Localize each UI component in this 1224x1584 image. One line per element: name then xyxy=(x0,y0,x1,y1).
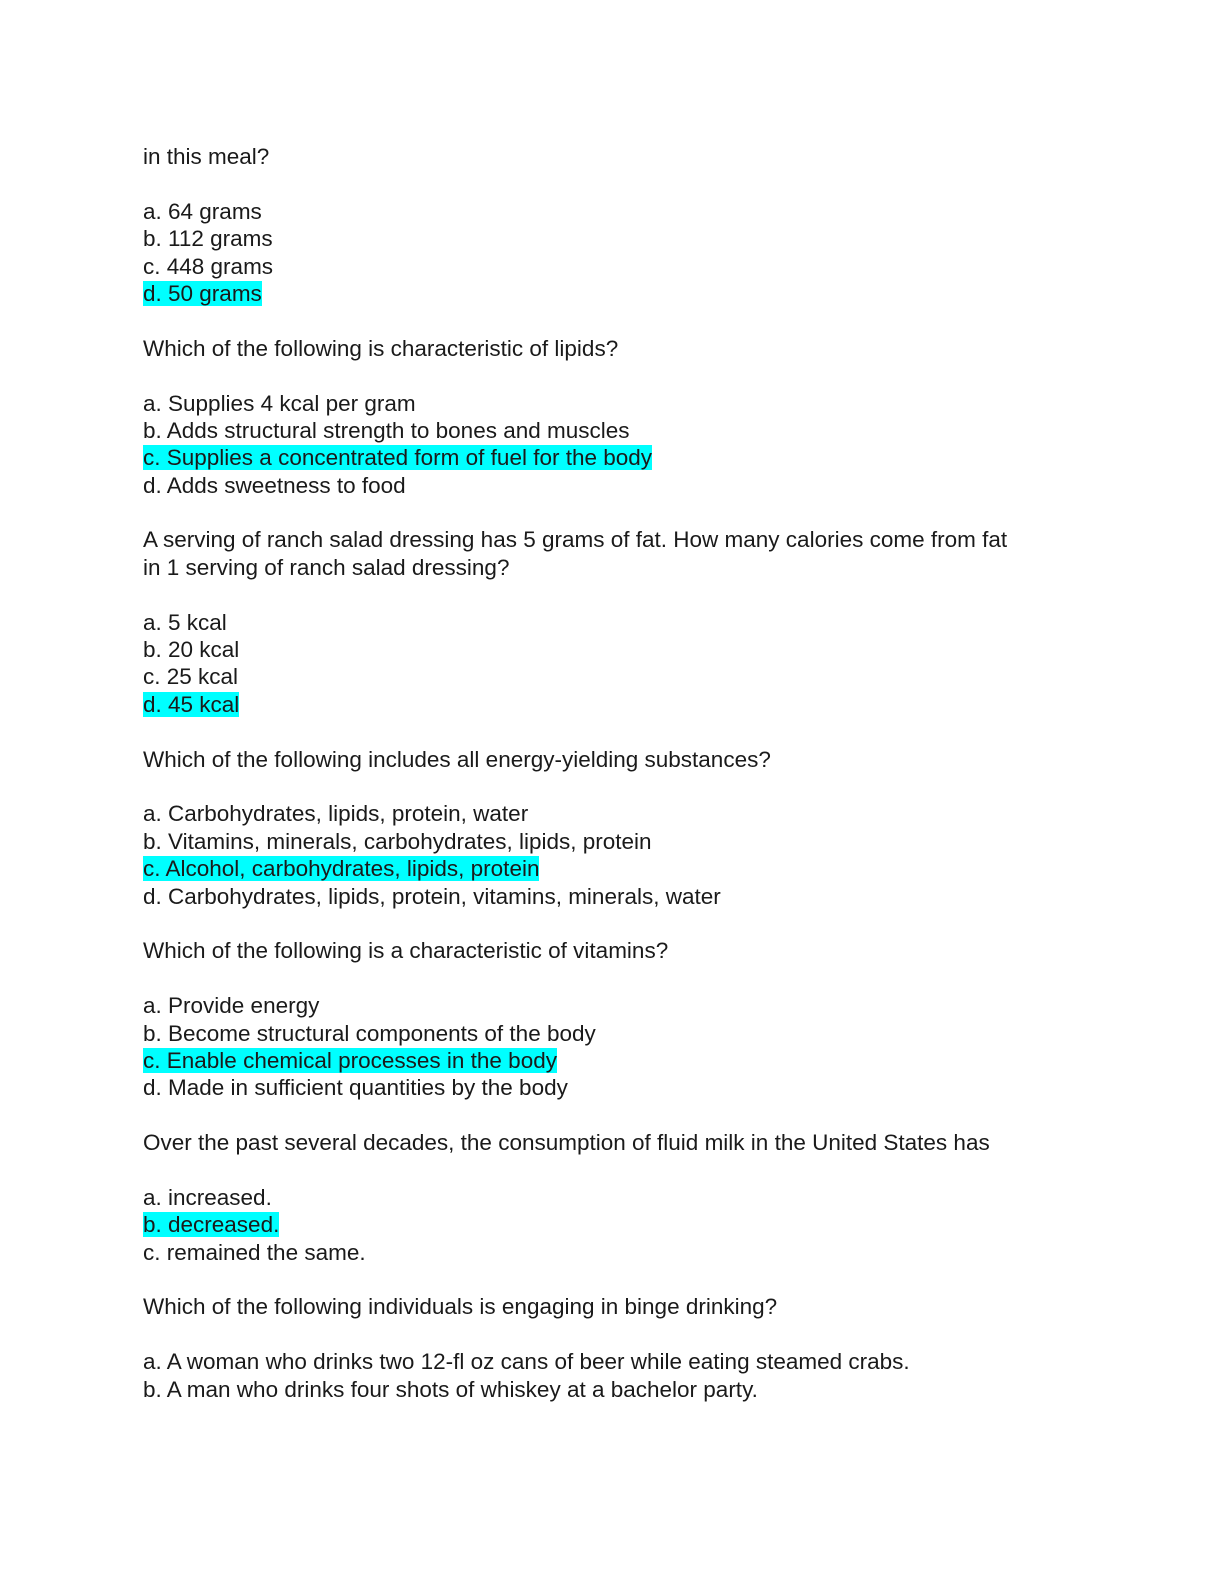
highlighted-answer-text: c. Enable chemical processes in the body xyxy=(143,1047,557,1073)
answer-text: a. increased. xyxy=(143,1184,272,1210)
answer-text: a. 64 grams xyxy=(143,198,262,224)
answer-text: a. Carbohydrates, lipids, protein, water xyxy=(143,801,529,827)
answer-text: a. Supplies 4 kcal per gram xyxy=(143,390,416,416)
answer-option xyxy=(143,444,1083,471)
question-text: Which of the following is a characteristic of vitamins? xyxy=(143,938,669,964)
answer-option xyxy=(143,1184,1083,1211)
answer-option xyxy=(143,800,1083,827)
spacer xyxy=(143,1321,1083,1348)
answer-text: b. Vitamins, minerals, carbohydrates, lipids, protein xyxy=(143,828,652,854)
answer-text: c. 448 grams xyxy=(143,253,274,279)
answer-text: c. remained the same. xyxy=(143,1239,366,1265)
answer-option xyxy=(143,225,1083,252)
answer-text: d. Made in sufficient quantities by the body xyxy=(143,1075,568,1101)
answer-option xyxy=(143,855,1083,882)
question-block xyxy=(143,335,1083,527)
answer-option xyxy=(143,1348,1083,1375)
question-text: A serving of ranch salad dressing has 5 grams of fat. How many calories come from fat xyxy=(143,527,1008,553)
question-block xyxy=(143,1293,1083,1403)
question-block xyxy=(143,143,1083,335)
highlighted-answer-text: b. decreased. xyxy=(143,1212,280,1238)
answer-option xyxy=(143,280,1083,307)
spacer xyxy=(143,910,1083,937)
question-text: Which of the following is characteristic of lipids? xyxy=(143,335,619,361)
document-page xyxy=(143,143,1083,1403)
answer-text: d. Carbohydrates, lipids, protein, vitamins, minerals, water xyxy=(143,883,721,909)
answer-option xyxy=(143,1020,1083,1047)
question-text: Over the past several decades, the consumption of fluid milk in the United States has xyxy=(143,1130,990,1156)
highlighted-answer-text: d. 45 kcal xyxy=(143,691,240,717)
spacer xyxy=(143,499,1083,526)
answer-option xyxy=(143,883,1083,910)
spacer xyxy=(143,773,1083,800)
spacer xyxy=(143,581,1083,608)
question-block xyxy=(143,1129,1083,1293)
spacer xyxy=(143,307,1083,334)
answer-option xyxy=(143,198,1083,225)
question-text: in 1 serving of ranch salad dressing? xyxy=(143,554,510,580)
highlighted-answer-text: c. Supplies a concentrated form of fuel for the body xyxy=(143,445,653,471)
answer-text: d. Adds sweetness to food xyxy=(143,472,406,498)
answer-option xyxy=(143,663,1083,690)
spacer xyxy=(143,1156,1083,1183)
answer-option xyxy=(143,1211,1083,1238)
spacer xyxy=(143,718,1083,745)
answer-text: b. Adds structural strength to bones and muscles xyxy=(143,417,630,443)
answer-option xyxy=(143,390,1083,417)
answer-text: b. Become structural components of the body xyxy=(143,1020,596,1046)
answer-text: a. Provide energy xyxy=(143,993,320,1019)
answer-text: b. 112 grams xyxy=(143,226,273,252)
answer-text: b. 20 kcal xyxy=(143,637,240,663)
answer-option xyxy=(143,691,1083,718)
spacer xyxy=(143,1266,1083,1293)
highlighted-answer-text: d. 50 grams xyxy=(143,280,262,306)
spacer xyxy=(143,170,1083,197)
spacer xyxy=(143,965,1083,992)
question-text: in this meal? xyxy=(143,144,270,169)
question-block xyxy=(143,937,1083,1129)
answer-text: a. A woman who drinks two 12-fl oz cans of beer while eating steamed crabs. xyxy=(143,1349,910,1375)
answer-option xyxy=(143,1376,1083,1403)
question-block xyxy=(143,526,1083,745)
answer-option xyxy=(143,992,1083,1019)
answer-option xyxy=(143,472,1083,499)
answer-text: a. 5 kcal xyxy=(143,609,227,635)
answer-option xyxy=(143,1074,1083,1101)
answer-text: b. A man who drinks four shots of whiskey at a bachelor party. xyxy=(143,1376,758,1402)
answer-option xyxy=(143,609,1083,636)
answer-option xyxy=(143,636,1083,663)
spacer xyxy=(143,1102,1083,1129)
spacer xyxy=(143,362,1083,389)
answer-text: c. 25 kcal xyxy=(143,664,239,690)
answer-option xyxy=(143,1239,1083,1266)
question-text: Which of the following includes all energy-yielding substances? xyxy=(143,746,771,772)
highlighted-answer-text: c. Alcohol, carbohydrates, lipids, protein xyxy=(143,856,540,882)
answer-option xyxy=(143,417,1083,444)
answer-option xyxy=(143,1047,1083,1074)
answer-option xyxy=(143,253,1083,280)
question-block xyxy=(143,746,1083,938)
question-text: Which of the following individuals is engaging in binge drinking? xyxy=(143,1294,778,1320)
answer-option xyxy=(143,828,1083,855)
